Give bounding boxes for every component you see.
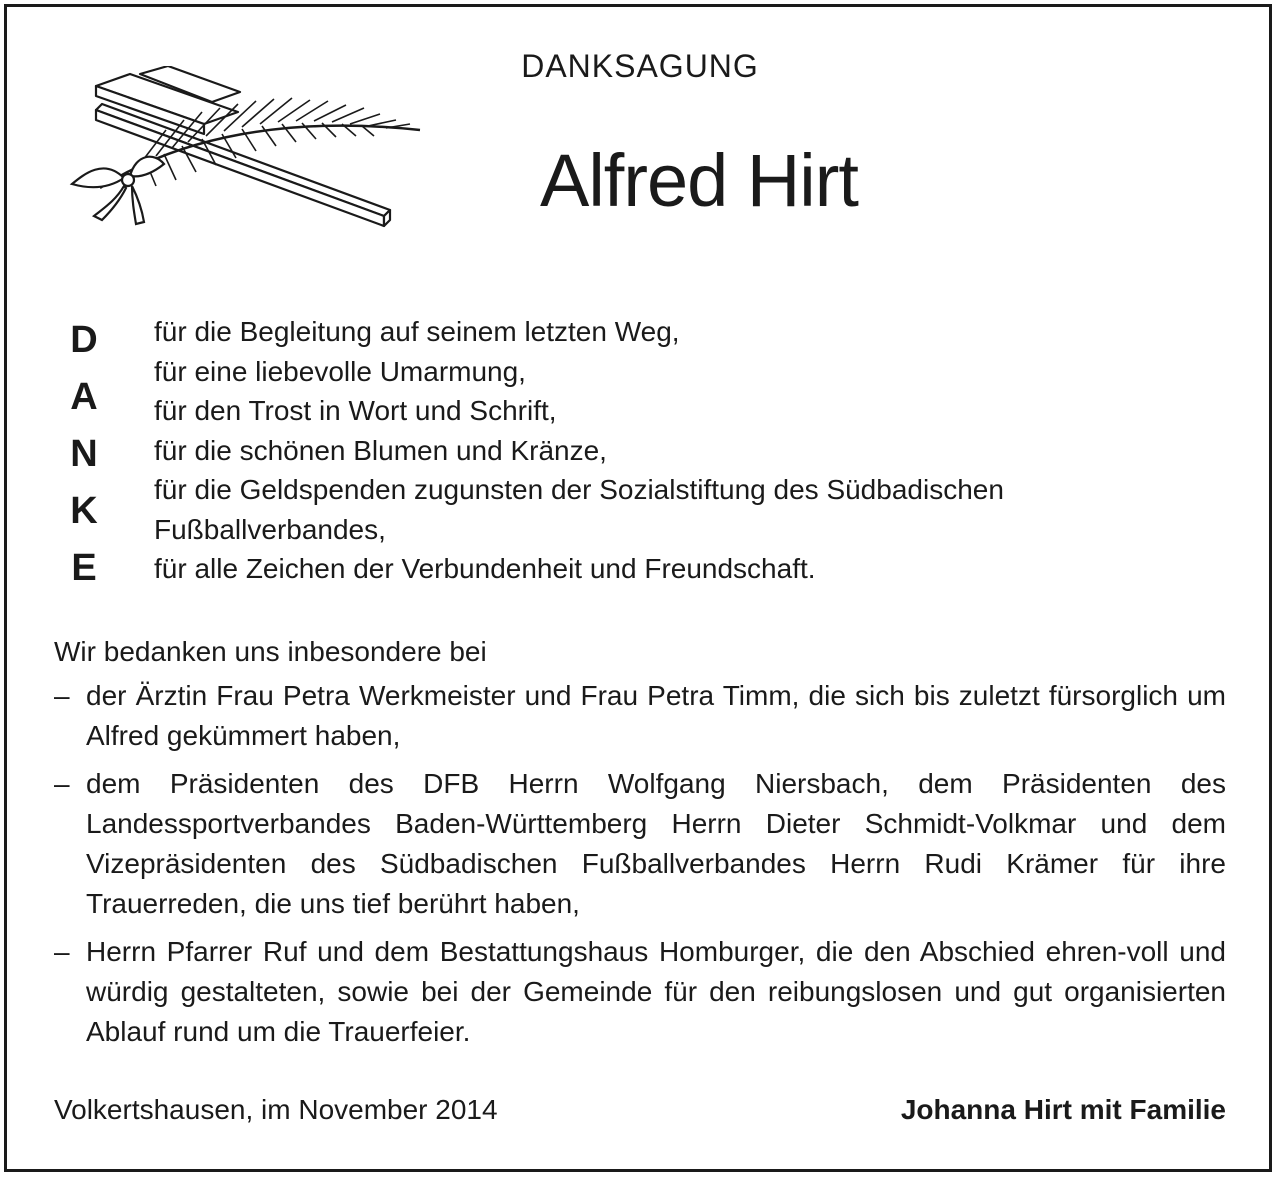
danke-acrostic [62,312,106,597]
place-and-date: Volkertshausen, im November 2014 [54,1094,498,1125]
danke-letter: E [71,547,97,589]
thanks-line: für alle Zeichen der Verbundenheit und Freundschaft. [154,553,816,584]
danke-letter: A [70,376,98,418]
danke-letter: D [70,319,98,361]
signature: Johanna Hirt mit Familie [900,1094,1226,1125]
thanks-list [154,312,1154,589]
thanks-line: für die Begleitung auf seinem letzten Weg, [154,316,680,347]
thanks-line: für die schönen Blumen und Kränze, [154,434,607,466]
dash-bullet: – [54,768,70,799]
cross-with-palm-branch-icon [60,66,430,232]
list-item-text: der Ärztin Frau Petra Werkmeister und Frau Petra Timm, die sich bis zuletzt fürsorglich um Alfred gekümmert haben, [86,680,1226,751]
list-item-text: dem Präsidenten des DFB Herrn Wolfgang Niersbach, dem Präsidenten des Landessportverbandes Baden-Württemberg Herrn Dieter Schmidt-Volkmar und dem Vizepräsidenten des Südbadischen Fußballverbandes Herrn Rudi Krämer für ihre Trauerreden, die uns tief berührt haben, [86,768,1226,919]
danke-letter: K [70,490,98,532]
danke-letter: N [70,433,98,475]
thanks-line: für die Geldspenden zugunsten der Sozialstiftung des Südbadischen [154,474,1004,505]
deceased-name: Alfred Hirt [540,139,858,222]
dash-bullet: – [54,680,70,711]
list-item-text: Herrn Pfarrer Ruf und dem Bestattungshaus Homburger, die den Abschied ehren-voll und würdig gestalteten, sowie bei der Gemeinde für den reibungslosen und gut organisierten Ablauf rund um die Trauerfeier. [86,936,1226,1047]
thanks-line: Fußballverbandes, [154,513,386,545]
special-thanks-intro: Wir bedanken uns inbesondere bei [54,636,487,667]
list-item [54,676,1226,756]
special-thanks-list [54,676,1226,1060]
list-item [54,932,1226,1052]
dash-bullet: – [54,936,70,967]
notice-heading: DANKSAGUNG [521,48,759,84]
thanks-line: für den Trost in Wort und Schrift, [154,395,557,426]
list-item [54,764,1226,924]
thanks-line: für eine liebevolle Umarmung, [154,355,526,387]
